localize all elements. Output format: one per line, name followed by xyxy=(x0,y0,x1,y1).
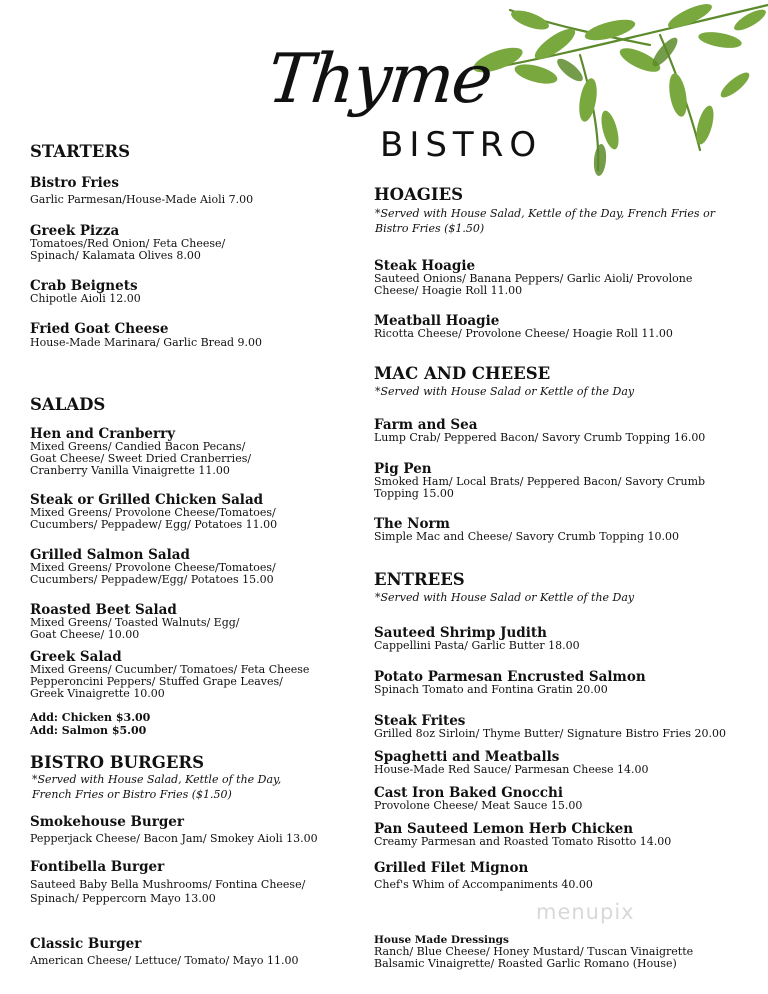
menu-item-desc: Chipotle Aioli 12.00 xyxy=(30,292,141,305)
menu-item-desc: House-Made Red Sauce/ Parmesan Cheese 14.00 xyxy=(374,763,649,776)
menu-item-name: Bistro Fries xyxy=(30,175,119,191)
menu-item-name: Steak Frites xyxy=(374,713,466,729)
dressings-title: House Made Dressings xyxy=(374,934,509,946)
menu-item-name: Steak or Grilled Chicken Salad xyxy=(30,492,264,508)
menu-item-desc: Mixed Greens/ Toasted Walnuts/ Egg/ Goat Cheese/ 10.00 xyxy=(30,616,240,641)
dressings-block xyxy=(374,934,693,970)
menu-item-name: Hen and Cranberry xyxy=(30,426,176,442)
menu-item-name: Spaghetti and Meatballs xyxy=(374,749,560,765)
menu-item-desc: Chef's Whim of Accompaniments 40.00 xyxy=(374,878,593,891)
section-title-burgers: BISTRO BURGERS xyxy=(30,753,205,772)
menu-item-name: The Norm xyxy=(374,516,450,532)
menu-item-name: Farm and Sea xyxy=(374,417,478,433)
menu-item-desc: Smoked Ham/ Local Brats/ Peppered Bacon/ Savory Crumb Topping 15.00 xyxy=(374,475,706,500)
menu-item-name: Roasted Beet Salad xyxy=(30,602,177,618)
menu-item-desc: Mixed Greens/ Provolone Cheese/Tomatoes/ Cucumbers/ Peppadew/Egg/ Potatoes 15.00 xyxy=(30,561,276,586)
menu-item-desc: Garlic Parmesan/House-Made Aioli 7.00 xyxy=(30,193,254,206)
section-title-salads: SALADS xyxy=(30,395,106,414)
section-title-mac-and-cheese: MAC AND CHEESE xyxy=(374,364,551,383)
menu-item-name: Meatball Hoagie xyxy=(374,313,500,329)
menu-item-name: Grilled Filet Mignon xyxy=(374,860,529,876)
menu-item-name: Fontibella Burger xyxy=(30,859,165,875)
menu-item-desc: Mixed Greens/ Provolone Cheese/Tomatoes/ Cucumbers/ Peppadew/ Egg/ Potatoes 11.00 xyxy=(30,506,278,531)
menu-item-desc: Sauteed Onions/ Banana Peppers/ Garlic Aioli/ Provolone Cheese/ Hoagie Roll 11.00 xyxy=(374,272,693,297)
menu-item-name: Sauteed Shrimp Judith xyxy=(374,625,547,641)
menu-item-name: Classic Burger xyxy=(30,936,142,952)
menu-item-name: Potato Parmesan Encrusted Salmon xyxy=(374,669,646,685)
section-note: *Served with House Salad or Kettle of the Day xyxy=(375,385,635,398)
menu-item-desc: Lump Crab/ Peppered Bacon/ Savory Crumb Topping 16.00 xyxy=(374,431,706,444)
menu-item-desc: Spinach Tomato and Fontina Gratin 20.00 xyxy=(374,683,608,696)
menu-item-name: Greek Salad xyxy=(30,649,122,665)
menu-item-desc: Grilled 8oz Sirloin/ Thyme Butter/ Signature Bistro Fries 20.00 xyxy=(374,727,726,740)
menu-item-name: Steak Hoagie xyxy=(374,258,476,274)
section-title-entrees: ENTREES xyxy=(374,570,465,589)
menu-item-desc: Ricotta Cheese/ Provolone Cheese/ Hoagie Roll 11.00 xyxy=(374,327,673,340)
menu-item-desc: Mixed Greens/ Cucumber/ Tomatoes/ Feta Cheese Pepperoncini Peppers/ Stuffed Grape Leaves/ Greek Vinaigrette 10.00 xyxy=(30,663,310,700)
menu-item-name: Greek Pizza xyxy=(30,223,120,239)
menu-item-desc: Tomatoes/Red Onion/ Feta Cheese/ Spinach/ Kalamata Olives 8.00 xyxy=(30,237,226,262)
menu-item-name: Pig Pen xyxy=(374,461,432,477)
logo-word: BISTRO xyxy=(380,125,543,165)
watermark: menupix xyxy=(536,900,635,924)
menu-item-name: Cast Iron Baked Gnocchi xyxy=(374,785,563,801)
menu-item-desc: House-Made Marinara/ Garlic Bread 9.00 xyxy=(30,336,263,349)
menu-item-desc: Pepperjack Cheese/ Bacon Jam/ Smokey Aioli 13.00 xyxy=(30,832,318,845)
section-note: *Served with House Salad, Kettle of the Day, French Fries or Bistro Fries ($1.50) xyxy=(375,207,715,235)
menu-item-name: Smokehouse Burger xyxy=(30,814,184,830)
menu-item-desc: Provolone Cheese/ Meat Sauce 15.00 xyxy=(374,799,583,812)
section-title-starters: STARTERS xyxy=(30,142,130,161)
dressings-list: Ranch/ Blue Cheese/ Honey Mustard/ Tuscan Vinaigrette Balsamic Vinaigrette/ Roasted Garlic Romano (House) xyxy=(374,945,694,970)
menu-item-name: Crab Beignets xyxy=(30,278,138,294)
menu-item-desc: Simple Mac and Cheese/ Savory Crumb Topping 10.00 xyxy=(374,530,680,543)
menu-item-desc: Sauteed Baby Bella Mushrooms/ Fontina Cheese/ Spinach/ Peppercorn Mayo 13.00 xyxy=(30,878,306,905)
section-note: *Served with House Salad or Kettle of the Day xyxy=(375,591,635,604)
menu-item-desc: Cappellini Pasta/ Garlic Butter 18.00 xyxy=(374,639,580,652)
menu-item-name: Fried Goat Cheese xyxy=(30,321,169,337)
menu-item-name: Pan Sauteed Lemon Herb Chicken xyxy=(374,821,634,837)
section-title-hoagies: HOAGIES xyxy=(374,185,464,204)
section-note: *Served with House Salad, Kettle of the Day, French Fries or Bistro Fries ($1.50) xyxy=(32,773,282,801)
menu-item-desc: Mixed Greens/ Candied Bacon Pecans/ Goat Cheese/ Sweet Dried Cranberries/ Cranberry Vanilla Vinaigrette 11.00 xyxy=(30,440,252,477)
logo-script: Thyme xyxy=(263,40,495,119)
menu-item-desc: Creamy Parmesan and Roasted Tomato Risotto 14.00 xyxy=(374,835,672,848)
menu-item-name: Grilled Salmon Salad xyxy=(30,547,190,563)
salad-addons: Add: Chicken $3.00 Add: Salmon $5.00 xyxy=(30,711,151,737)
menu-item-desc: American Cheese/ Lettuce/ Tomato/ Mayo 11.00 xyxy=(30,954,299,967)
